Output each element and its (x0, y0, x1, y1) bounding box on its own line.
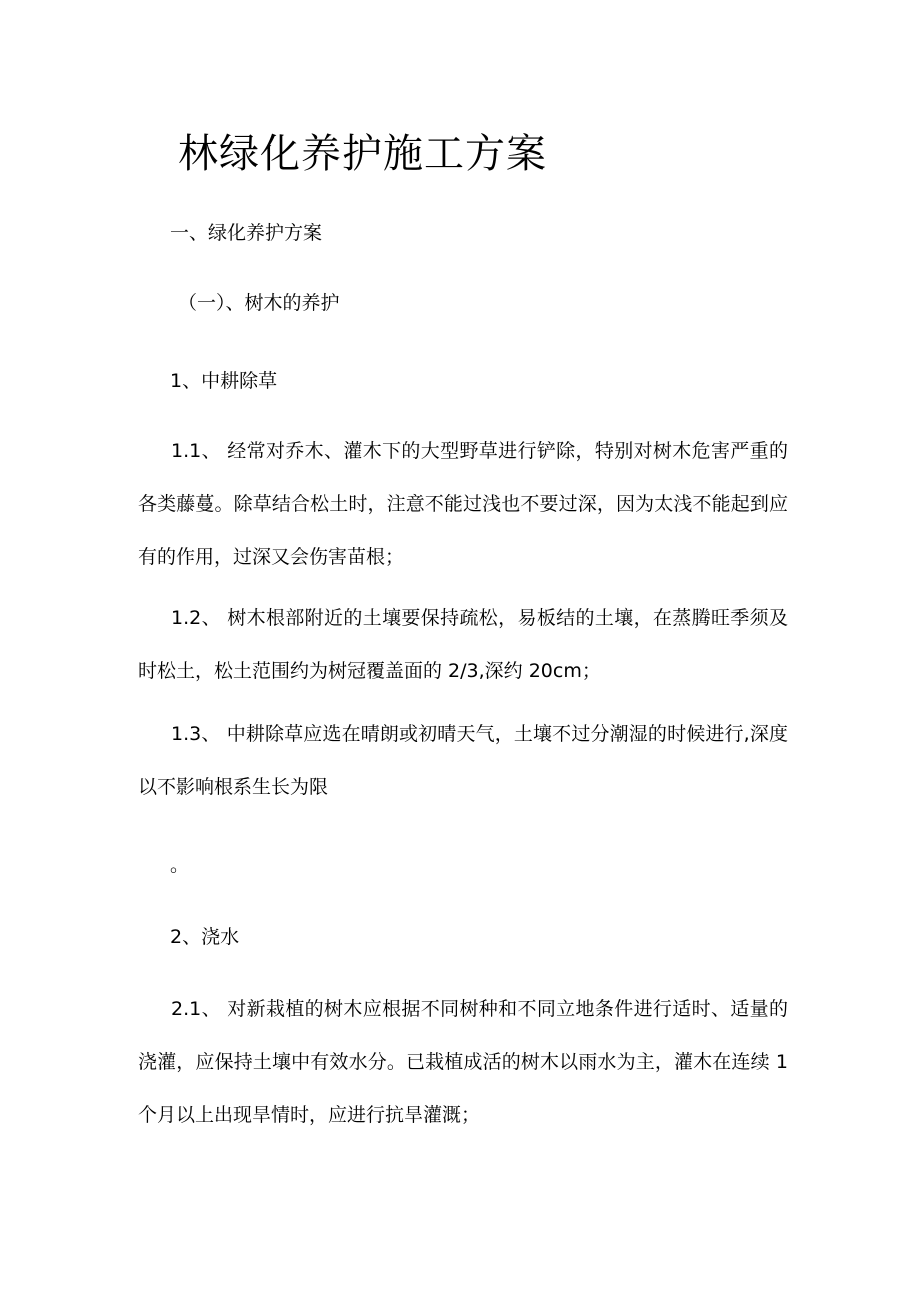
section-heading: 一、绿化养护方案 (170, 222, 323, 244)
paragraph-1-2: 1.2、 树木根部附近的土壤要保持疏松，易板结的土壤，在蒸腾旺季须及时松土，松土范围约为树冠覆盖面的 2/3,深约 20cm； (138, 607, 788, 682)
paragraph-2-1: 2.1、 对新栽植的树木应根据不同树种和不同立地条件进行适时、适量的浇灌，应保持土壤中有效水分。已栽植成活的树木以雨水为主，灌木在连续 1 个月以上出现旱情时，应进行抗旱灌溉； (138, 998, 788, 1126)
paragraph-1-3: 1.3、 中耕除草应选在晴朗或初晴天气，土壤不过分潮湿的时候进行,深度以不影响根系生长为限 (138, 723, 788, 798)
document-title: 林绿化养护施工方案 (178, 131, 547, 177)
item-heading-watering: 2、浇水 (170, 926, 240, 948)
item-heading-weeding: 1、中耕除草 (170, 370, 278, 392)
subsection-heading: （一）、树木的养护 (178, 292, 340, 314)
paragraph-period: 。 (170, 854, 190, 876)
paragraph-1-1: 1.1、 经常对乔木、灌木下的大型野草进行铲除，特别对树木危害严重的各类藤蔓。除草结合松土时，注意不能过浅也不要过深，因为太浅不能起到应有的作用，过深又会伤害苗根； (138, 440, 788, 568)
